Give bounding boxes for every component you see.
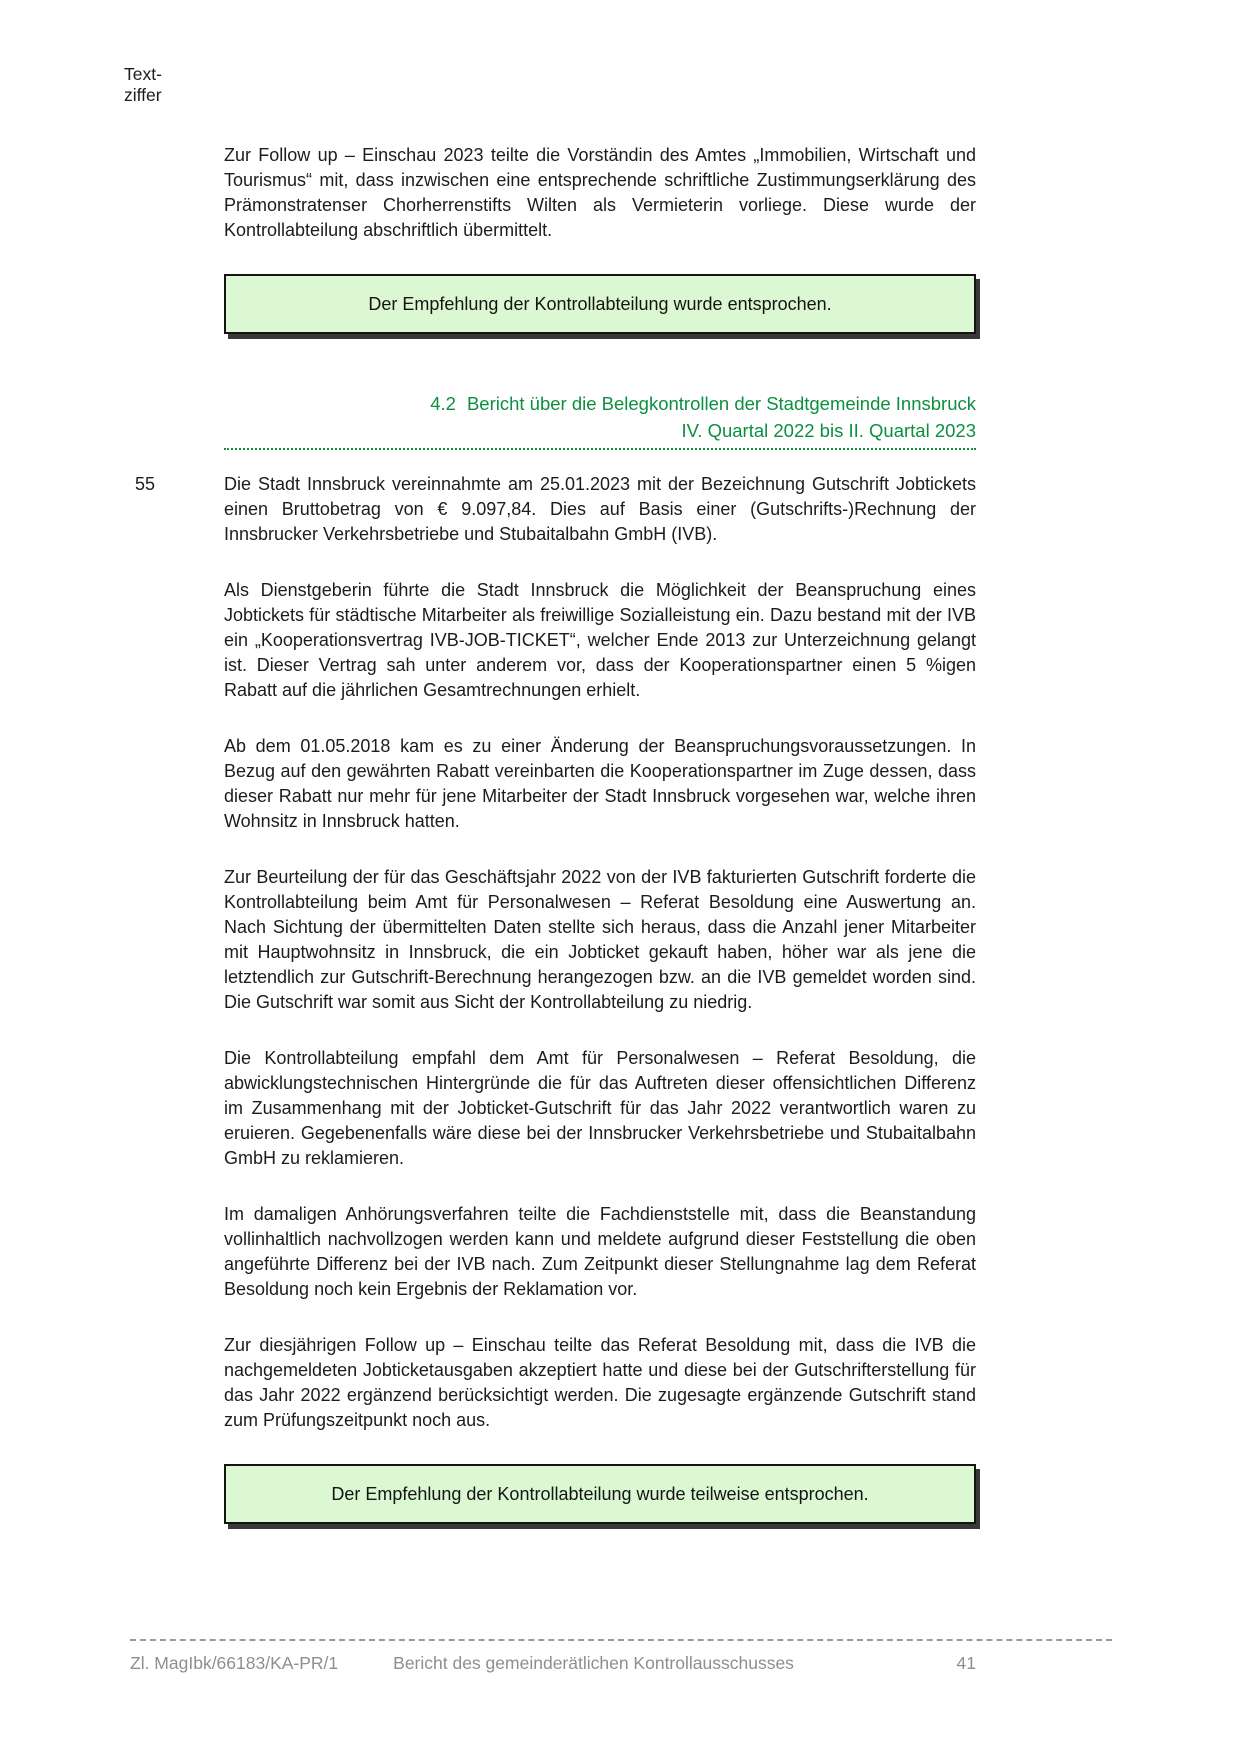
margin-label-line1: Text-	[124, 64, 162, 84]
section-number: 4.2	[430, 393, 456, 414]
footer-page-number: 41	[956, 1653, 976, 1673]
body-paragraph-1: Die Stadt Innsbruck vereinnahmte am 25.01.2023 mit der Bezeichnung Gutschrift Jobtickets einen Bruttobetrag von € 9.097,84. Dies auf Basis einer (Gutschrifts-)Rechnung der Innsbrucker Verkehrsbetriebe und Stubaitalbahn GmbH (IVB).	[224, 474, 976, 544]
section-heading-line1	[224, 390, 976, 417]
section-divider-dotted	[224, 448, 976, 450]
footer-row	[130, 1653, 1112, 1673]
footer-document-title: Bericht des gemeinderätlichen Kontrollausschusses	[393, 1653, 794, 1673]
body-paragraph-3: Ab dem 01.05.2018 kam es zu einer Änderung der Beanspruchungsvoraussetzungen. In Bezug auf den gewährten Rabatt vereinbarten die Kooperationspartner im Zuge dessen, dass dieser Rabatt nur mehr für jene Mitarbeiter der Stadt Innsbruck vorgesehen war, welche ihren Wohnsitz in Innsbruck hatten.	[224, 736, 976, 831]
body-paragraph-7: Zur diesjährigen Follow up – Einschau teilte das Referat Besoldung mit, dass die IVB die nachgemeldeten Jobticketausgaben akzeptiert hatte und diese bei der Gutschrifterstellung für das Jahr 2022 ergänzend berücksichtigt werden. Die zugesagte ergänzende Gutschrift stand zum Prüfungszeitpunkt noch aus.	[224, 1335, 976, 1430]
footer-reference: Zl. MagIbk/66183/KA-PR/1	[130, 1653, 339, 1673]
page-footer	[130, 1639, 1112, 1673]
recommendation-box-2-text: Der Empfehlung der Kontrollabteilung wurde teilweise entsprochen.	[331, 1483, 869, 1504]
body-paragraph-6: Im damaligen Anhörungsverfahren teilte die Fachdienststelle mit, dass die Beanstandung vollinhaltlich nachvollzogen werden kann und meldete aufgrund dieser Feststellung die oben angeführte Differenz bei der IVB nach. Zum Zeitpunkt dieser Stellungnahme lag dem Referat Besoldung noch kein Ergebnis der Reklamation vor.	[224, 1204, 976, 1299]
footer-divider-dashed	[130, 1639, 1112, 1641]
content-column	[135, 143, 976, 1524]
recommendation-box-1	[224, 274, 976, 334]
textziffer-block	[135, 472, 976, 547]
textziffer-number: 55	[135, 474, 156, 494]
section-subtitle: IV. Quartal 2022 bis II. Quartal 2023	[681, 420, 976, 441]
recommendation-box-2	[224, 1464, 976, 1524]
body-paragraph-2: Als Dienstgeberin führte die Stadt Innsbruck die Möglichkeit der Beanspruchung eines Jobtickets für städtische Mitarbeiter als freiwillige Sozialleistung ein. Dazu bestand mit der IVB ein „Kooperationsvertrag IVB-JOB-TICKET“, welcher Ende 2013 zur Unterzeichnung gelangt ist. Dieser Vertrag sah unter anderem vor, dass der Kooperationspartner einen 5 %igen Rabatt auf die jährlichen Gesamtrechnungen erhielt.	[224, 580, 976, 700]
margin-label-line2: ziffer	[124, 85, 162, 105]
body-paragraph-5: Die Kontrollabteilung empfahl dem Amt für Personalwesen – Referat Besoldung, die abwicklungstechnischen Hintergründe die für das Auftreten dieser offensichtlichen Differenz im Zusammenhang mit der Jobticket-Gutschrift für das Jahr 2022 verantwortlich waren zu eruieren. Gegebenenfalls wäre diese bei der Innsbrucker Verkehrsbetriebe und Stubaitalbahn GmbH zu reklamieren.	[224, 1048, 976, 1168]
section-title: Bericht über die Belegkontrollen der Stadtgemeinde Innsbruck	[466, 393, 976, 414]
margin-label-textziffer	[124, 64, 162, 106]
section-heading	[224, 390, 976, 444]
recommendation-box-1-text: Der Empfehlung der Kontrollabteilung wurde entsprochen.	[368, 293, 832, 314]
intro-paragraph: Zur Follow up – Einschau 2023 teilte die Vorständin des Amtes „Immobilien, Wirtschaft und Tourismus“ mit, dass inzwischen eine entsprechende schriftliche Zustimmungserklärung des Prämonstratenser Chorherrenstifts Wilten als Vermieterin vorliege. Diese wurde der Kontrollabteilung abschriftlich übermittelt.	[224, 145, 976, 240]
body-paragraph-4: Zur Beurteilung der für das Geschäftsjahr 2022 von der IVB fakturierten Gutschrift forderte die Kontrollabteilung beim Amt für Personalwesen – Referat Besoldung eine Auswertung an. Nach Sichtung der übermittelten Daten stellte sich heraus, dass die Anzahl jener Mitarbeiter mit Hauptwohnsitz in Innsbruck, die ein Jobticket gekauft haben, höher war als jene die letztendlich zur Gutschrift-Berechnung herangezogen bzw. an die IVB gemeldet worden sind. Die Gutschrift war somit aus Sicht der Kontrollabteilung zu niedrig.	[224, 867, 976, 1012]
